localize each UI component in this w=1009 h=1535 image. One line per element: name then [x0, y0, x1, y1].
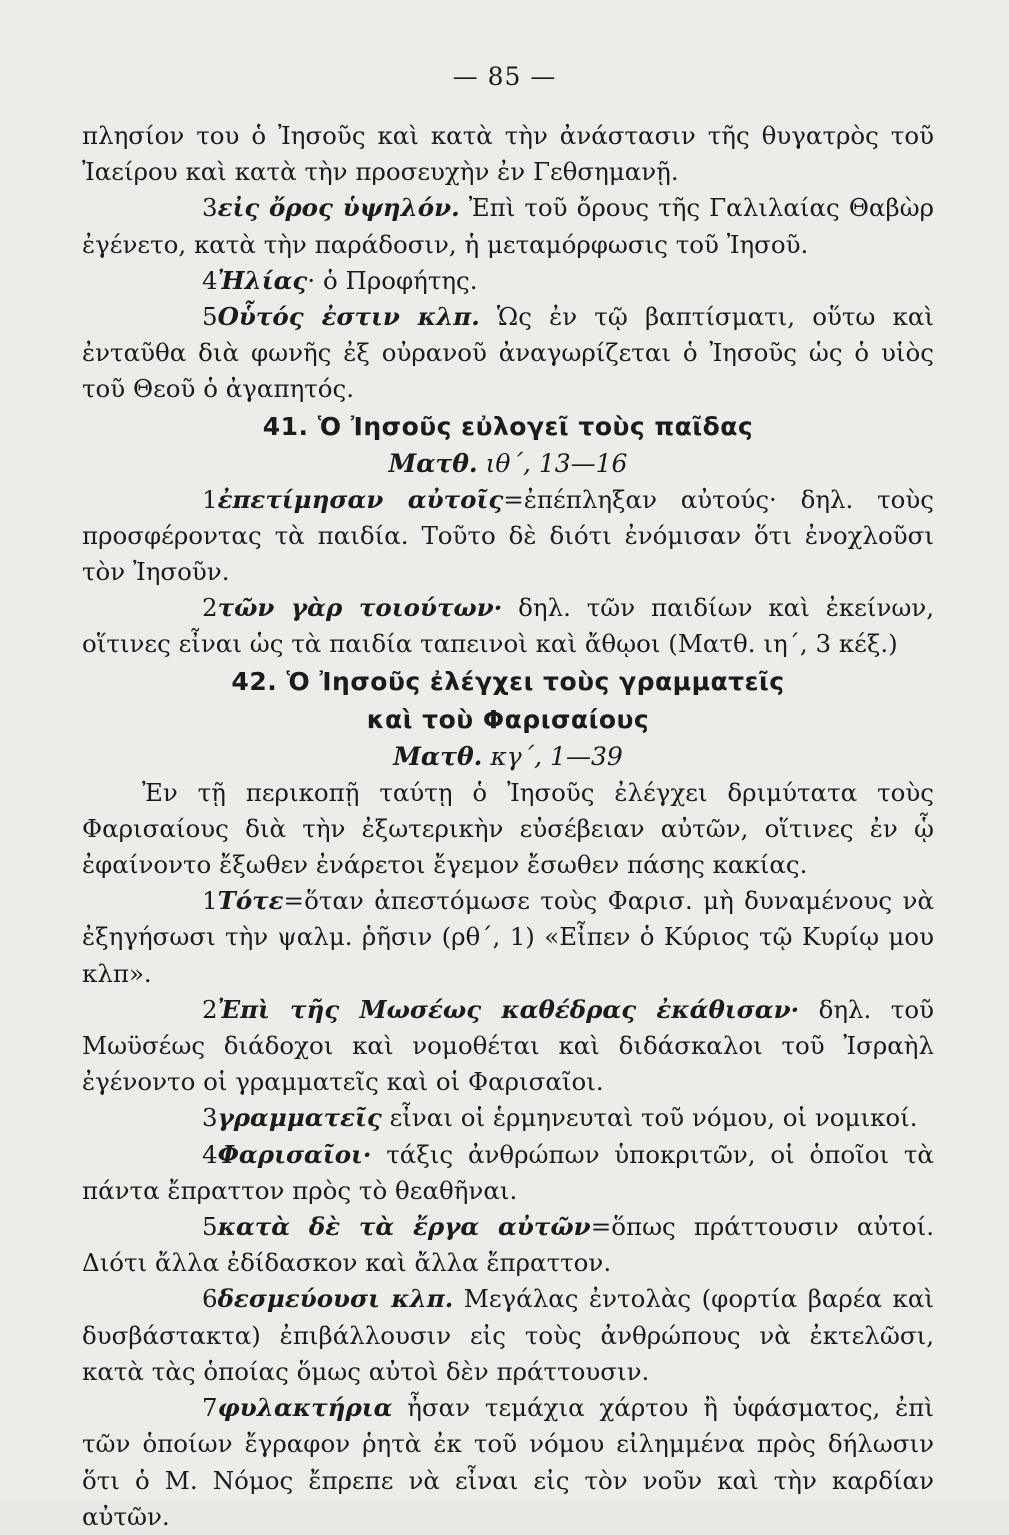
note-number: 5	[202, 1212, 218, 1242]
note-term: δεσμεύουσι κλπ.	[217, 1284, 454, 1314]
note-term: φυλακτήρια	[217, 1393, 393, 1423]
note-42-7	[82, 1390, 934, 1535]
note-text: =ὅταν ἀπεστόμωσε τοὺς Φαρισ. μὴ δυναμένους νὰ ἐξηγήσωσι τὴν ψαλμ. ῥῆσιν (ρθ΄, 1) «Εἶπεν ὁ Κύριος τῷ Κυρίῳ μου κλπ».	[82, 886, 934, 988]
note-term: ἐπετίμησαν αὐτοῖς	[217, 484, 504, 514]
reference-range: ιθ΄, 13—16	[485, 448, 628, 478]
note-term: Ἠλίας	[217, 265, 308, 295]
reference-book: Ματθ.	[388, 448, 478, 478]
note-text: εἶναι οἱ ἑρμηνευταὶ τοῦ νόμου, οἱ νομικοί.	[389, 1103, 918, 1133]
note-text: δηλ. τῶν παιδίων καὶ ἐκείνων, οἵτινες εἶναι ὡς τὰ παιδία ταπεινοὶ καὶ ἄθῳοι (Ματθ. ιη΄, 3 κέξ.)	[82, 593, 935, 659]
note-text: ὁ Προφήτης.	[322, 265, 478, 295]
note-term: Οὗτός ἐστιν κλπ.	[217, 302, 480, 332]
note-term: κατὰ δὲ τὰ ἔργα αὐτῶν	[217, 1212, 591, 1242]
note-text: ἦσαν τεμάχια χάρτου ἢ ὑφάσματος, ἐπὶ τῶν ὁποίων ἔγραφον ῥητὰ ἐκ τοῦ νόμου εἰλημμένα πρὸς δήλωσιν ὅτι ὁ Μ. Νόμος ἔπρεπε νὰ εἶναι εἰς τὸν νοῦν καὶ τὴν καρδίαν αὐτῶν.	[82, 1393, 934, 1531]
note-text: δηλ. τοῦ Μωϋσέως διάδοχοι καὶ νομοθέται καὶ διδάσκαλοι τοῦ Ἰσραὴλ ἐγένοντο οἱ γραμματεῖς καὶ οἱ Φαρισαῖοι.	[82, 994, 934, 1097]
note-text: =ἐπέπληξαν αὐτούς· δηλ. τοὺς προσφέροντας τὰ παιδία. Τοῦτο δὲ διότι ἐνόμισαν ὅτι ἐνοχλοῦσι τὸν Ἰησοῦν.	[82, 484, 934, 587]
note-term: Τότε	[217, 886, 284, 916]
note-text: Μεγάλας ἐντολὰς (φορτία βαρέα καὶ δυσβάστακτα) ἐπιβάλλουσιν εἰς τοὺς ἀνθρώπους νὰ ἐκτελῶσι, κατὰ τὰς ὁποίας ὅμως αὐτοὶ δὲν πράττουσιν.	[82, 1284, 935, 1386]
note-42-4	[82, 1137, 934, 1209]
note-5	[82, 299, 934, 408]
note-text: Ἐπὶ τοῦ ὄρους τῆς Γαλιλαίας Θαβὼρ ἐγένετο, κατὰ τὴν παράδοσιν, ἡ μεταμόρφωσις τοῦ Ἰησοῦ.	[82, 193, 934, 259]
note-term: Φαρισαῖοι·	[217, 1139, 372, 1169]
reference-book: Ματθ.	[393, 741, 483, 771]
reference-range: κγ΄, 1—39	[490, 741, 623, 771]
note-4: 4Ἠλίας· ὁ Προφήτης.	[82, 263, 934, 299]
section-42-heading-line-2: καὶ τοὺ Φαρισαίους	[366, 704, 650, 734]
note-42-1	[82, 883, 934, 992]
note-text: τάξις ἀνθρώπων ὑποκριτῶν, οἱ ὁποῖοι τὰ πάντα ἔπραττον πρὸς τὸ θεαθῆναι.	[82, 1139, 934, 1205]
section-41-reference	[82, 446, 934, 482]
note-42-5	[82, 1209, 934, 1281]
note-term: εἰς ὄρος ὑψηλόν.	[217, 193, 460, 223]
page-body	[82, 118, 934, 1535]
note-term: τῶν γὰρ τοιούτων·	[217, 593, 503, 623]
page-number: — 85 —	[452, 62, 557, 91]
note-number: 4	[202, 1139, 218, 1169]
note-number: 2	[202, 593, 218, 623]
section-42-reference	[82, 739, 934, 775]
note-number: 7	[202, 1393, 218, 1423]
section-42-heading: 42. Ὁ Ἰησοῦς ἐλέγχει τοὺς γραμματεῖς	[231, 666, 785, 696]
note-42-2	[82, 992, 934, 1101]
note-41-2	[82, 590, 934, 662]
note-text: Ὡς ἐν τῷ βαπτίσματι, οὕτω καὶ ἐνταῦθα διὰ φωνῆς ἐξ οὐρανοῦ ἀναγωρίζεται ὁ Ἰησοῦς ὡς ὁ υἱὸς τοῦ Θεοῦ ὁ ἀγαπητός.	[82, 302, 934, 404]
note-text: =ὅπως πράττουσιν αὐτοί. Διότι ἄλλα ἐδίδασκον καὶ ἄλλα ἔπραττον.	[82, 1212, 934, 1278]
paragraph-continuation	[82, 118, 934, 190]
note-number: 1	[202, 484, 218, 514]
note-number: 1	[202, 886, 218, 916]
note-42-3	[82, 1100, 934, 1136]
paragraph-text: πλησίον του ὁ Ἰησοῦς καὶ κατὰ τὴν ἀνάστασιν τῆς θυγατρὸς τοῦ Ἰαείρου καὶ κατὰ τὴν προσευχὴν ἐν Γεθσημανῇ.	[82, 121, 934, 187]
note-term: Ἐπὶ τῆς Μωσέως καθέδρας ἐκάθισαν·	[217, 994, 800, 1024]
section-42-intro: Ἐν τῇ περικοπῇ ταύτῃ ὁ Ἰησοῦς ἐλέγχει δριμύτατα τοὺς Φαρισαίους διὰ τὴν ἐξωτερικὴν εὐσέβειαν αὐτῶν, οἵτινες ἐν ᾧ ἐφαίνοντο ἔξωθεν ἐνάρετοι ἔγεμον ἔσωθεν πάσης κακίας.	[82, 777, 934, 880]
section-41-heading: 41. Ὁ Ἰησοῦς εὐλογεῖ τοὺς παῖδας	[262, 411, 754, 441]
note-3	[82, 190, 934, 262]
note-number: 3	[202, 1103, 218, 1133]
note-41-1	[82, 482, 934, 591]
note-term: γραμματεῖς	[217, 1103, 382, 1133]
note-number: 2	[202, 994, 218, 1024]
note-number: 3	[202, 193, 218, 223]
note-number: 4	[202, 265, 218, 295]
note-42-6	[82, 1281, 934, 1390]
note-number: 6	[202, 1284, 218, 1314]
note-number: 5	[202, 302, 218, 332]
